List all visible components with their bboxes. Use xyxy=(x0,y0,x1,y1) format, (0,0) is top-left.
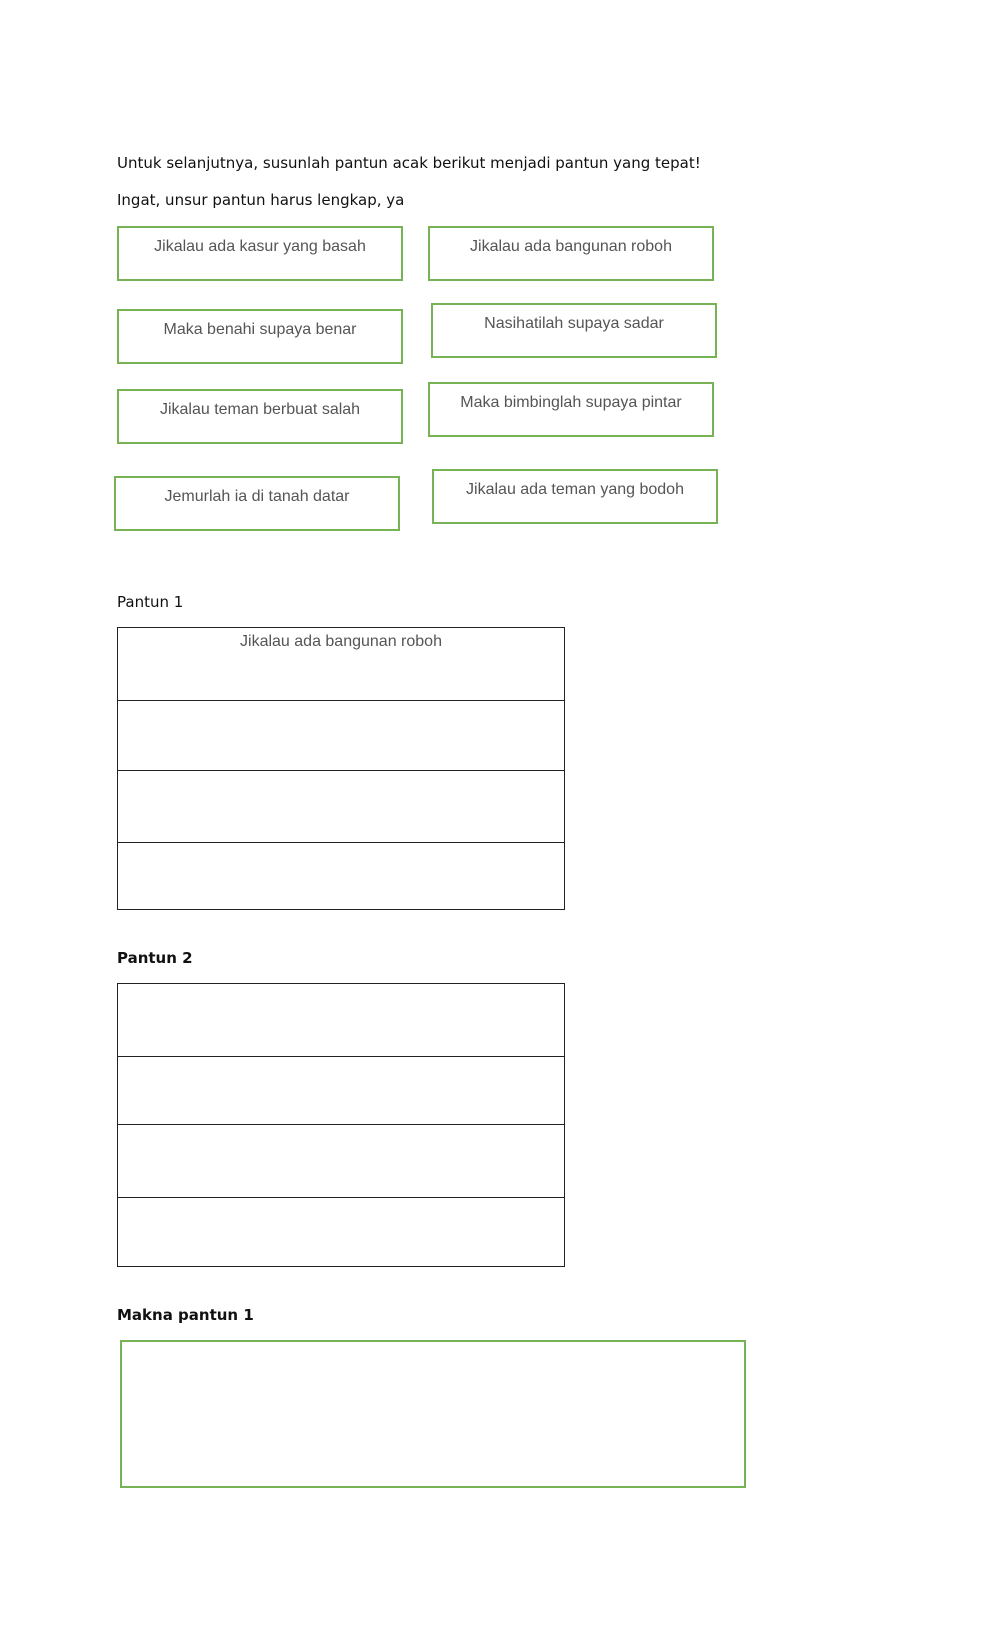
meaning-answer-box[interactable] xyxy=(120,1340,746,1488)
pantun-1-slot-1[interactable]: Jikalau ada bangunan roboh xyxy=(118,628,564,701)
pantun-2-slot-4[interactable] xyxy=(118,1198,564,1266)
pantun-1-slot-3[interactable] xyxy=(118,771,564,843)
pantun-1-table xyxy=(117,627,565,910)
instruction-line-2: Ingat, unsur pantun harus lengkap, ya xyxy=(117,191,405,209)
pantun-1-label: Pantun 1 xyxy=(117,593,184,611)
drag-card-4[interactable]: Nasihatilah supaya sadar xyxy=(431,303,717,358)
drag-card-7[interactable]: Jemurlah ia di tanah datar xyxy=(114,476,400,531)
pantun-2-label: Pantun 2 xyxy=(117,949,193,967)
pantun-1-slot-4[interactable] xyxy=(118,843,564,909)
pantun-2-slot-2[interactable] xyxy=(118,1057,564,1125)
pantun-2-table xyxy=(117,983,565,1267)
drag-card-2[interactable]: Jikalau ada bangunan roboh xyxy=(428,226,714,281)
pantun-2-slot-3[interactable] xyxy=(118,1125,564,1198)
drag-card-8[interactable]: Jikalau ada teman yang bodoh xyxy=(432,469,718,524)
drag-card-1[interactable]: Jikalau ada kasur yang basah xyxy=(117,226,403,281)
meaning-label: Makna pantun 1 xyxy=(117,1306,254,1324)
pantun-2-slot-1[interactable] xyxy=(118,984,564,1057)
drag-card-3[interactable]: Maka benahi supaya benar xyxy=(117,309,403,364)
drag-card-5[interactable]: Jikalau teman berbuat salah xyxy=(117,389,403,444)
pantun-1-slot-2[interactable] xyxy=(118,701,564,771)
instruction-line-1: Untuk selanjutnya, susunlah pantun acak berikut menjadi pantun yang tepat! xyxy=(117,154,701,172)
drag-card-6[interactable]: Maka bimbinglah supaya pintar xyxy=(428,382,714,437)
